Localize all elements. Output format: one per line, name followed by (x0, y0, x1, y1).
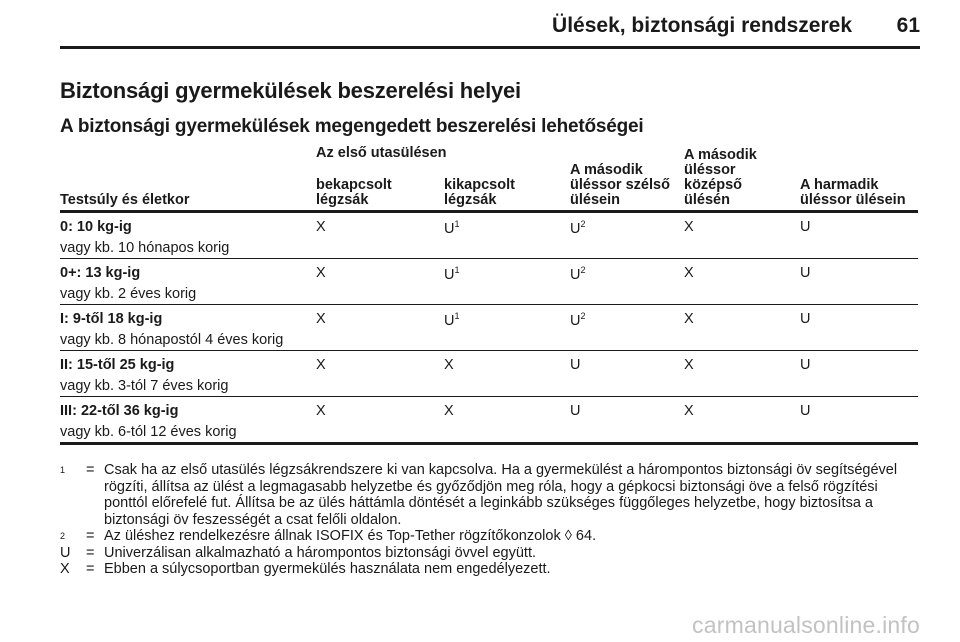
cell-value: X (316, 265, 326, 281)
cell-value: X (444, 403, 454, 419)
table-row (60, 397, 918, 442)
cell-value: U (570, 267, 581, 283)
footnote-key-superscript: 2 (60, 531, 66, 541)
cell-value: X (316, 403, 326, 419)
cell-value: X (444, 357, 454, 373)
weight-class: II: 15-től 25 kg-ig (60, 357, 175, 373)
footnote-text: Univerzálisan alkalmazható a hárompontos biztonsági övvel együtt. (104, 544, 537, 561)
cell-value: U (570, 221, 581, 237)
age-range: vagy kb. 10 hónapos korig (60, 240, 230, 256)
column-header-third-row: A harmadik üléssor ülésein (800, 177, 906, 208)
footnote-equals: = (86, 561, 95, 577)
table-cell (444, 403, 454, 419)
weight-class: III: 22-től 36 kg-ig (60, 403, 179, 419)
age-range: vagy kb. 8 hónapostól 4 éves korig (60, 332, 284, 348)
cell-value: U (570, 357, 581, 373)
table-cell (316, 265, 326, 281)
table-cell (570, 265, 586, 283)
page-number: 61 (896, 14, 920, 37)
table-cell (684, 403, 694, 419)
table-cell (570, 403, 580, 419)
table-cell (800, 265, 810, 281)
footnote-equals: = (86, 544, 95, 561)
cell-value: U (570, 313, 581, 329)
table-cell (800, 219, 810, 235)
table-cell (316, 311, 326, 327)
cell-value: X (684, 403, 694, 419)
cell-value: U (444, 267, 455, 283)
table-body (60, 213, 918, 442)
section-title: Biztonsági gyermekülések beszerelési helyei (60, 78, 521, 103)
table-cell (316, 357, 326, 373)
cell-value: X (684, 219, 694, 235)
cell-value: U (800, 403, 811, 419)
table-bottom-rule (60, 442, 918, 445)
table-row (60, 305, 918, 350)
cell-value: U (444, 313, 455, 329)
footnote (60, 528, 918, 545)
group-header-front-seat: Az első utasülésen (316, 145, 447, 161)
table-cell (570, 357, 580, 373)
table-cell (570, 219, 586, 237)
column-header-second-row-center: A második üléssor középső ülésén (684, 147, 757, 208)
column-header-airbag-on: bekapcsolt légzsák (316, 177, 392, 208)
footnote-text: Csak ha az első utasülés légzsákrendszere ki van kapcsolva. Ha a gyermekülést a hárompontos biztonsági öv segítségével rögzíti, állítsa az ülést a legmagasabb helyzetbe és győződjön meg róla, hogy a gépkocsi biztonsági öve a felső rögzítési ponttól előrefelé fut. Állítsa be az ülés háttámla döntését a leginkább szükséges függőleges helyzetbe, hogy biztosítsa a biztonsági öv feszességét a csat felőli oldalon. (104, 462, 898, 528)
footnote-equals: = (86, 528, 95, 544)
footnote-key: U (60, 544, 71, 561)
footnote-text: Az üléshez rendelkezésre állnak ISOFIX és Top-Tether rögzítőkonzolok ◊ 64. (104, 528, 597, 544)
footnote (60, 462, 918, 528)
footnote-key (60, 462, 74, 483)
watermark: carmanualsonline.info (692, 612, 920, 638)
footnote-key-superscript: 1 (60, 465, 66, 475)
table-cell (684, 357, 694, 373)
table-row (60, 259, 918, 304)
weight-class: 0: 10 kg-ig (60, 219, 132, 235)
table-cell (684, 265, 694, 281)
table-cell (800, 357, 810, 373)
column-header-second-row-outer: A második üléssor szélső ülésein (570, 162, 670, 208)
column-header-weight-age: Testsúly és életkor (60, 192, 190, 208)
age-range: vagy kb. 2 éves korig (60, 286, 197, 302)
cell-value: X (684, 311, 694, 327)
footnote (60, 545, 918, 562)
table-cell (444, 265, 460, 283)
age-range: vagy kb. 6-tól 12 éves korig (60, 424, 237, 440)
cell-value: U (800, 311, 811, 327)
cell-value: X (316, 311, 326, 327)
table-cell (444, 219, 460, 237)
cell-value: U (444, 221, 455, 237)
table-cell (800, 403, 810, 419)
cell-value: U (570, 403, 581, 419)
table-row (60, 351, 918, 396)
footnote-reference: 1 (454, 265, 460, 275)
table-cell (444, 357, 454, 373)
table-row (60, 213, 918, 258)
header-rule (60, 46, 920, 49)
column-header-airbag-off: kikapcsolt légzsák (444, 177, 515, 208)
chapter-title: Ülések, biztonsági rendszerek (552, 14, 852, 37)
table-cell (316, 219, 326, 235)
cell-value: X (684, 265, 694, 281)
footnote (60, 561, 918, 578)
footnote-reference: 2 (580, 265, 586, 275)
table-header (60, 142, 918, 210)
cell-value: X (316, 219, 326, 235)
weight-class: I: 9-től 18 kg-ig (60, 311, 163, 327)
table-cell (684, 219, 694, 235)
cell-value: X (684, 357, 694, 373)
cell-value: U (800, 357, 811, 373)
age-range: vagy kb. 3-tól 7 éves korig (60, 378, 229, 394)
footnote-key: X (60, 561, 70, 577)
footnote-reference: 1 (454, 311, 460, 321)
table-cell (800, 311, 810, 327)
table-cell (444, 311, 460, 329)
cell-value: U (800, 265, 811, 281)
cell-value: X (316, 357, 326, 373)
cell-value: U (800, 219, 811, 235)
child-seat-table (60, 142, 918, 445)
subsection-title: A biztonsági gyermekülések megengedett beszerelési lehetőségei (60, 116, 644, 137)
footnote-text: Ebben a súlycsoportban gyermekülés használata nem engedélyezett. (104, 561, 551, 577)
table-cell (570, 311, 586, 329)
footnote-reference: 1 (454, 219, 460, 229)
table-cell (316, 403, 326, 419)
footnote-reference: 2 (580, 219, 586, 229)
weight-class: 0+: 13 kg-ig (60, 265, 141, 281)
running-head (60, 14, 920, 44)
footnote-equals: = (86, 462, 95, 478)
footnote-reference: 2 (580, 311, 586, 321)
footnotes (60, 462, 918, 578)
table-cell (684, 311, 694, 327)
